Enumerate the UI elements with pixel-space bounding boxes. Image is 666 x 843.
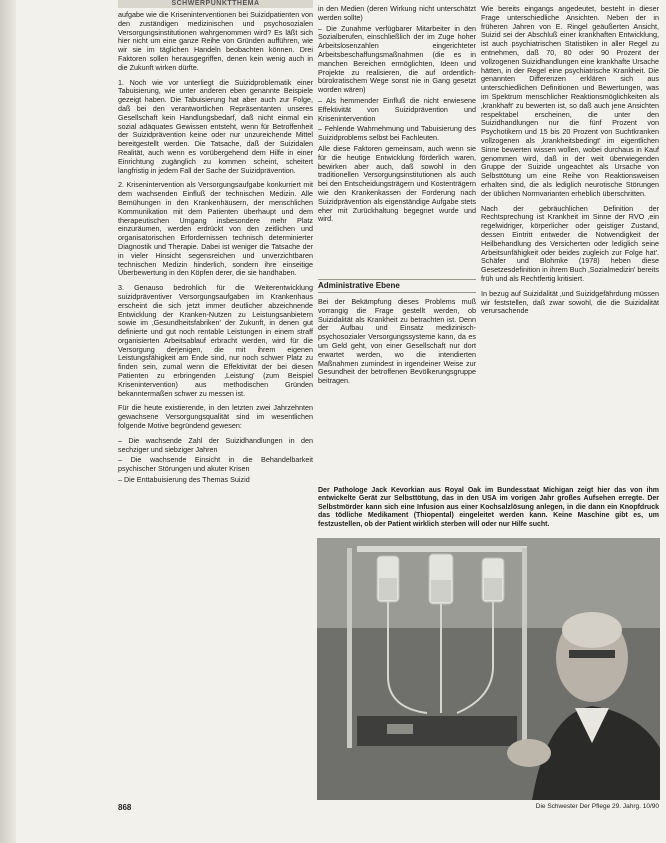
publication-source: Die Schwester Der Pflege 29. Jahrg. 10/90 [535, 803, 659, 810]
bullet-item: – Fehlende Wahrnehmung und Tabuisierung des Suizidproblems selbst bei Fachleuten. [318, 124, 476, 143]
bullet-item: – Die Enttabuisierung des Themas Suizid [118, 475, 250, 485]
paragraph: Nach der gebräuchlichen Definition der Rechtsprechung ist Krankheit im Sinne der RVO ‚ein regelwidriger, körperlicher oder geistiger Zustand, dessen Eintritt entweder die Notwendigkeit der Heilbehandlung des Versicherten oder lediglich seine Arbeitsunfähigkeit oder beides zugleich zur Folge hat'. Schäfer und Blohmke (1978) heben diese Gesetzesdefinition in ihrem Buch ‚Sozialmedizin' bereits früh und als Rechtfertig kritisiert. [481, 203, 659, 283]
bullet-item: – Die wachsende Zahl der Suizidhandlungen in den sechziger und siebziger Jahren [118, 435, 313, 454]
paragraph: 2. Krisenintervention als Versorgungsaufgabe konkurriert mit dem wachsenden Einfluß der technischen Medizin. Alle Bemühungen in den Krankenhäusern, der menschlichen Kommunikation mit dem Patienten überhaupt und dem therapeutischen Umgang insbesondere mehr Platz einzuräumen, werden erdrückt von den zeitlichen und organisatorischen Erfordernissen technisch determinierter Diagnostik und Therapie. Dabei ist weniger die Tatsache der in vieler Hinsicht segensreichen und unverzichtbaren technischen Medizin hinderlich, sondern ihre einseitige Überbewertung in den Köpfen derer, die sie handhaben. [118, 180, 313, 278]
photo-caption: Der Pathologe Jack Kevorkian aus Royal Oak im Bundesstaat Michigan zeigt hier das von ihm entwickelte Gerät zur Selbsttötung, das in den USA im vorigen Jahr großes Aufsehen erregte. Der Selbstmörder kann sich eine Infusion aus einer Kochsalzlösung anlegen, in die dann ein Knopfdruck das tödliche Medikament (Thiopental) eingeleitet werden kann. Keine Maschine gibt es, um festzustellen, ob der Patient wirklich sterben will oder nur Hilfe sucht. [318, 487, 659, 528]
page-number: 868 [118, 803, 132, 812]
paragraph: in den Medien (deren Wirkung nicht unterschätzt werden sollte) [318, 4, 476, 22]
bullet-item: – Die Zunahme verfügbarer Mitarbeiter in den Sozialberufen, einschließlich der im Zuge hoher Arbeitslosenzahlen eingerichteter Arbeitsbeschaffungsmaßnahmen (die es in manchen Bereichen ermöglichten, Ideen und Projekte zu realisieren, die auf ordentlich-bürokratischem Wege sonst nie in Gang gesetzt worden wären) [318, 23, 476, 95]
paragraph: Bei der Bekämpfung dieses Problems muß vorrangig die Frage gestellt werden, ob Suizidalität als Krankheit zu betrachten ist. Denn der Aufbau und Einsatz medizinisch-psychosozialer Versorgungssysteme kann, da es um Geld geht, von einer Gesellschaft nur dort erwartet werden, wo die intendierten Maßnahmen zumindest in irgendeiner Weise zur Gesundheit der betroffenen Bevölkerungsgruppe beitragen. [318, 297, 476, 386]
bullet-item: – Als hemmender Einfluß die nicht erwiesene Effektivität von Suizidprävention und Krisenintervention [318, 95, 476, 123]
column-middle-top [318, 5, 476, 273]
section-header: SCHWERPUNKTTHEMA [118, 0, 313, 8]
paragraph: aufgabe wie die Kriseninterventionen bei Suizidpatienten von den zuständigen medizinischen und psychosozialen Versorgungsinstitutionen wahrgenommen wird? Es läßt sich hier nicht um eine ganze Reihe von Gründen aufführen, wie wir sie im täglichen Handeln beobachten können. Drei Faktoren sollen herausgegriffen, denen kein wenig auch in die Zukunft wirken dürfte. [118, 10, 313, 72]
bullet-item: – Die wachsende Einsicht in die Behandelbarkeit psychischer Störungen und akuter Krisen [118, 455, 313, 474]
column-right [481, 5, 659, 485]
column-left [118, 11, 313, 796]
paragraph: Alle diese Faktoren gemeinsam, auch wenn sie für die heutige Entwicklung förderlich waren, bewirken aber auch, daß sowohl in den traditionellen Versorgungsinstitutionen als auch bei den Entscheidungsträgern und Kostenträgern wie den Krankenkassen der Forderung nach Suizidprävention als eigenständige Aufgabe stets eher mit Zurückhaltung begegnet wurde und wird. [318, 143, 476, 224]
column-middle-bottom [318, 298, 476, 483]
photo-kevorkian-device [317, 538, 660, 800]
paragraph: 1. Noch wie vor unterliegt die Suizidproblematik einer Tabuisierung, wie unter anderen eben genannte Beispiele gezeigt haben. Die Tabuisierung hat aber auch zur Folge, daß bei den verantwortlichen Repräsentanten unseres Gesellschaft kein Handlungsbedarf, daß nicht einmal ein sozial adäquates Gewissen entsteht, wenn für Betroffenheit der Suizidprävention keine oder nur unzureichende Mittel bereitgestellt werden. Die Tatsache, daß der Suizidalen Realität, auch wenn es vorübergehend dem Hilfe in einer Einrichtung zugänglich zu kommen scheint, scheitert langfristig in jedem Fall der Sache der Suizidprävention. [118, 77, 313, 175]
paragraph: 3. Genauso bedrohlich für die Weiterentwicklung suizidpräventiver Versorgungsaufgaben im Krankenhaus erscheint die sich jetzt immer deutlicher abzeichnende Entwicklung der Kranken-Nutzen zu Leistungsanbietern sowie im ‚Gesundheitsfabriken' der Zukunft, in denen gut definierte und gut noch rentable Leistungen in einem straff organisierten Arbeitsablauf erbracht werden, wird für die Versorgung derjenigen, die mit ihrem eigenen Leistungsfähigkeit am Ende sind, nur noch schwer Platz zu finden sein, zumal wenn die Effektivität der bei diesen Patienten zu erbringenden ‚Leistung' (zum Beispiel Krisenintervention) aus methodischen Gründen bekanntermaßen schwer zu messen ist. [118, 283, 313, 398]
page-binding-shadow [0, 0, 16, 843]
paragraph: Wie bereits eingangs angedeutet, besteht in dieser Frage unterschiedliche Ansichten. Neben der in früheren Jahren von E. Ringel geäußerten Ansicht, Suizid sei der Abschluß einer krankhaften Entwicklung, ist auch psychiatrischen Statistiken in aller Regel zu entnehmen, daß 70, 80 oder 90 Prozent der vollzogenen Suizidhandlungen eine krankhafte Ursache hätten, in der Regel eine psychiatrische Krankheit. Die genannten Differenzen erklären sich aus unterschiedlichen Definitionen und Bewertungen, was im Spektrum menschlicher Reaktionsmöglichkeiten als ‚krankhaft' zu bewerten ist, so daß auch jene Ansichten respektabel erscheinen, die unter den Suizidhandlungen nur die fünf Prozent von Psychotikern und 15 bis 20 Prozent von Suchtkranken vollzogenen als ‚krankheitsbedingt' im eigentlichen Sinne bewerten wissen wollen, wobei durchaus in Kauf genommen wird, daß in der weit überwiegenden Gruppe der Suizide ungeachtet als Ursache von Selbsttötung um eine Reihe von Reaktionsweisen erhalten sind, die als lediglich neurotische Störungen der üblichen Normvarianten erheblich überschritten. [481, 4, 659, 198]
paragraph: Für die heute existierende, in den letzten zwei Jahrzehnten gewachsene Versorgungsqualität sind im wesentlichen folgende Motive begründend gewesen: [118, 403, 313, 431]
paragraph: In bezug auf Suizidalität ‚und Suizidgefährdung müssen wir feststellen, daß zwar sowohl, die die Suizidalität verursachende [481, 288, 659, 316]
photo-illustration [317, 538, 660, 800]
section-heading: Administrative Ebene [318, 279, 476, 293]
